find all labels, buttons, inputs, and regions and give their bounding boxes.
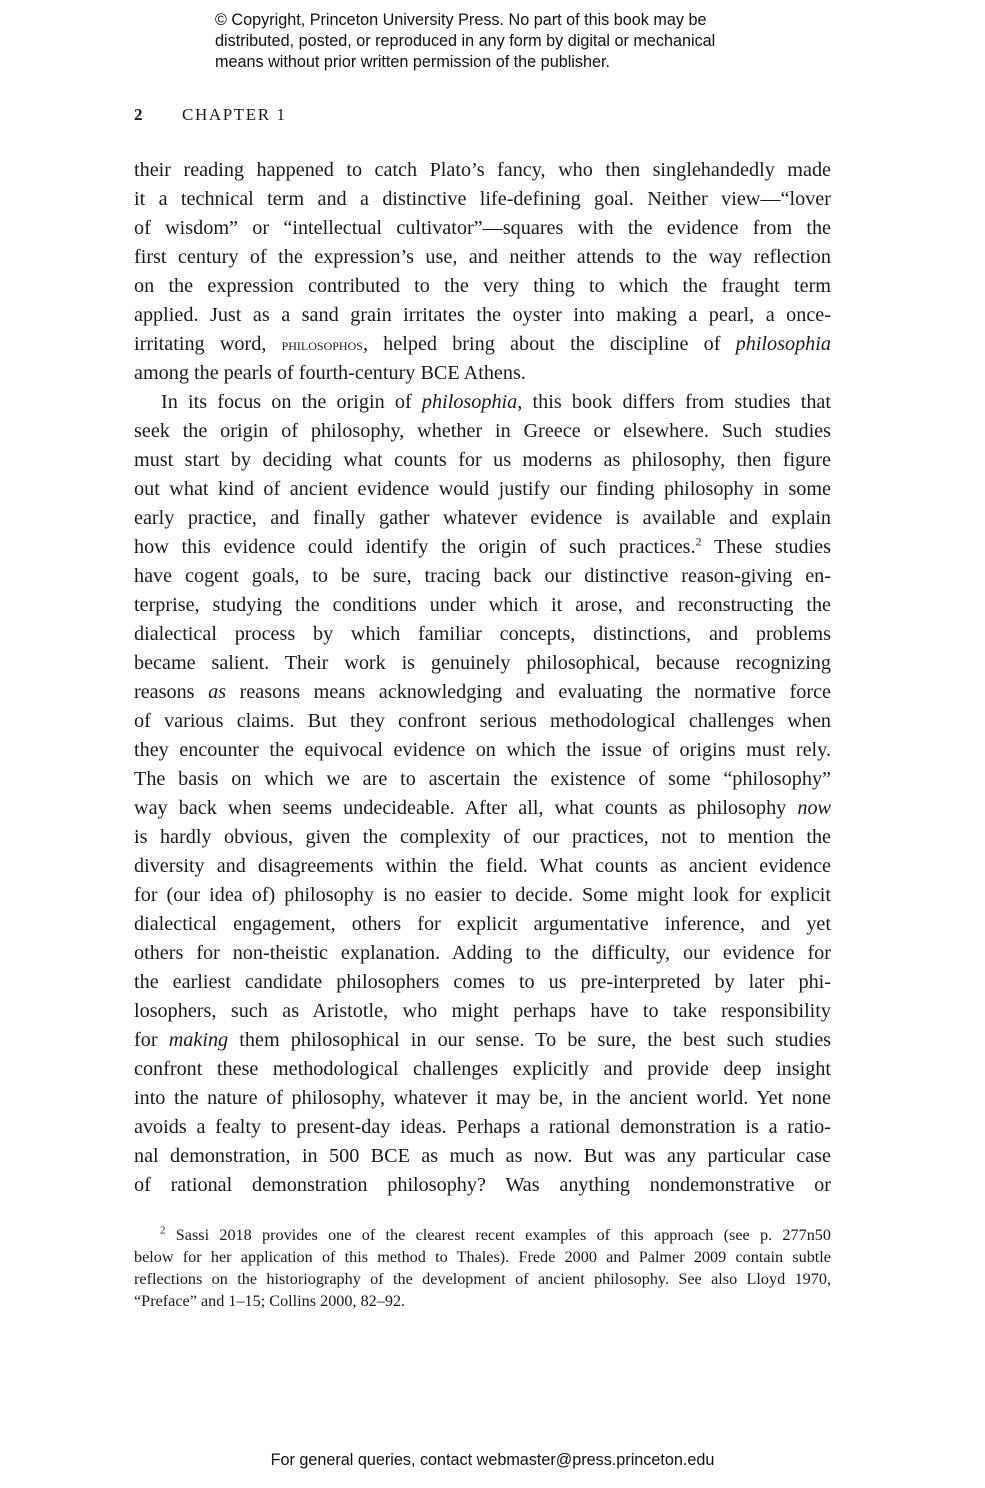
text-line: terprise, studying the conditions under which it arose, and reconstructing the — [134, 594, 831, 616]
text-line: seek the origin of philosophy, whether in Greece or elsewhere. Such studies — [134, 420, 831, 442]
text-line — [134, 330, 831, 359]
italic-term: making — [168, 1029, 229, 1051]
italic-term: philosophia — [735, 333, 831, 355]
copyright-line: distributed, posted, or reproduced in any form by digital or mechanical — [215, 32, 716, 50]
text-line — [134, 388, 831, 417]
text-line: of rational demonstration philosophy? Was anything nondemonstrative or — [134, 1174, 831, 1196]
text-line: among the pearls of fourth-century BCE Athens. — [134, 362, 526, 384]
footnote-marker: 2 — [160, 1224, 166, 1237]
text-run: In its focus on the origin of — [161, 391, 412, 413]
text-line: of various claims. But they confront serious methodological challenges when — [134, 710, 831, 732]
text-line: nal demonstration, in 500 BCE as much as now. But was any particular case — [134, 1145, 831, 1167]
text-line: on the expression contributed to the very thing to which the fraught term — [134, 275, 831, 297]
text-line: confront these methodological challenges explicitly and provide deep insight — [134, 1058, 831, 1080]
italic-term: as — [208, 681, 227, 703]
text-run: for — [134, 1029, 158, 1051]
text-line: out what kind of ancient evidence would justify our finding philosophy in some — [134, 478, 831, 500]
text-run: irritating word, — [134, 333, 267, 355]
footnote-line: below for her application of this method to Thales). Frede 2000 and Palmer 2009 contain subtle — [134, 1248, 831, 1266]
text-line — [134, 794, 831, 823]
text-line: have cogent goals, to be sure, tracing back our distinctive reason-giving en- — [134, 565, 831, 587]
text-line: early practice, and finally gather whatever evidence is available and explain — [134, 507, 831, 529]
text-run: Sassi 2018 provides one of the clearest recent examples of this approach (see p. 277n50 — [165, 1226, 831, 1244]
text-line: their reading happened to catch Plato’s fancy, who then singlehandedly made — [134, 159, 831, 181]
text-run: way back when seems undecideable. After all, what counts as philosophy — [134, 797, 787, 819]
text-line: others for non-theistic explanation. Adding to the difficulty, our evidence for — [134, 942, 831, 964]
text-line: the earliest candidate philosophers comes to us pre-interpreted by later phi- — [134, 971, 831, 993]
text-line: became salient. Their work is genuinely philosophical, because recognizing — [134, 652, 831, 674]
text-line: dialectical engagement, others for explicit argumentative inference, and yet — [134, 913, 831, 935]
text-line — [134, 678, 831, 707]
text-line — [134, 1026, 831, 1055]
small-caps-term: philosophos — [281, 334, 363, 354]
text-run: how this evidence could identify the origin of such practices. — [134, 536, 696, 558]
text-run: them philosophical in our sense. To be sure, the best such studies — [239, 1029, 831, 1051]
text-line: for (our idea of) philosophy is no easier to decide. Some might look for explicit — [134, 884, 831, 906]
text-run: , this book differs from studies that — [517, 391, 831, 413]
footnote-line: “Preface” and 1–15; Collins 2000, 82–92. — [134, 1292, 406, 1310]
chapter-label: CHAPTER 1 — [182, 105, 287, 124]
text-line: they encounter the equivocal evidence on which the issue of origins must rely. — [134, 739, 831, 761]
text-run: reasons means acknowledging and evaluating the normative force — [239, 681, 831, 703]
footer-contact: For general queries, contact webmaster@press.princeton.edu — [270, 1451, 715, 1469]
text-run: These studies — [701, 536, 831, 558]
footnote — [134, 1224, 831, 1312]
running-head — [134, 104, 287, 126]
text-line: first century of the expression’s use, and neither attends to the way reflection — [134, 246, 831, 268]
text-line: into the nature of philosophy, whatever it may be, in the ancient world. Yet none — [134, 1087, 831, 1109]
text-line: losophers, such as Aristotle, who might perhaps have to take responsibility — [134, 1000, 831, 1022]
text-line — [134, 533, 831, 562]
text-run: , helped bring about the discipline of — [362, 333, 721, 355]
italic-term: philosophia — [421, 391, 518, 413]
text-run: reasons — [134, 681, 195, 703]
page-number: 2 — [134, 105, 143, 124]
text-line: dialectical process by which familiar concepts, distinctions, and problems — [134, 623, 831, 645]
copyright-line: © Copyright, Princeton University Press. No part of this book may be — [215, 11, 707, 29]
text-line: diversity and disagreements within the field. What counts as ancient evidence — [134, 855, 831, 877]
copyright-notice — [215, 10, 815, 73]
body-text — [134, 156, 831, 1200]
footnote-line — [134, 1224, 831, 1246]
copyright-line: means without prior written permission of the publisher. — [215, 53, 610, 71]
text-line: is hardly obvious, given the complexity of our practices, not to mention the — [134, 826, 831, 848]
text-line: it a technical term and a distinctive life-defining goal. Neither view—“lover — [134, 188, 831, 210]
text-line: must start by deciding what counts for us moderns as philosophy, then figure — [134, 449, 831, 471]
footnote-reference[interactable]: 2 — [695, 534, 702, 549]
footnote-line: reflections on the historiography of the development of ancient philosophy. See also Lloyd 1970, — [134, 1270, 831, 1288]
italic-term: now — [797, 797, 831, 819]
text-line: avoids a fealty to present-day ideas. Perhaps a rational demonstration is a ratio- — [134, 1116, 831, 1138]
text-line: The basis on which we are to ascertain the existence of some “philosophy” — [134, 768, 831, 790]
text-line: of wisdom” or “intellectual cultivator”—squares with the evidence from the — [134, 217, 831, 239]
text-line: applied. Just as a sand grain irritates the oyster into making a pearl, a once- — [134, 304, 831, 326]
